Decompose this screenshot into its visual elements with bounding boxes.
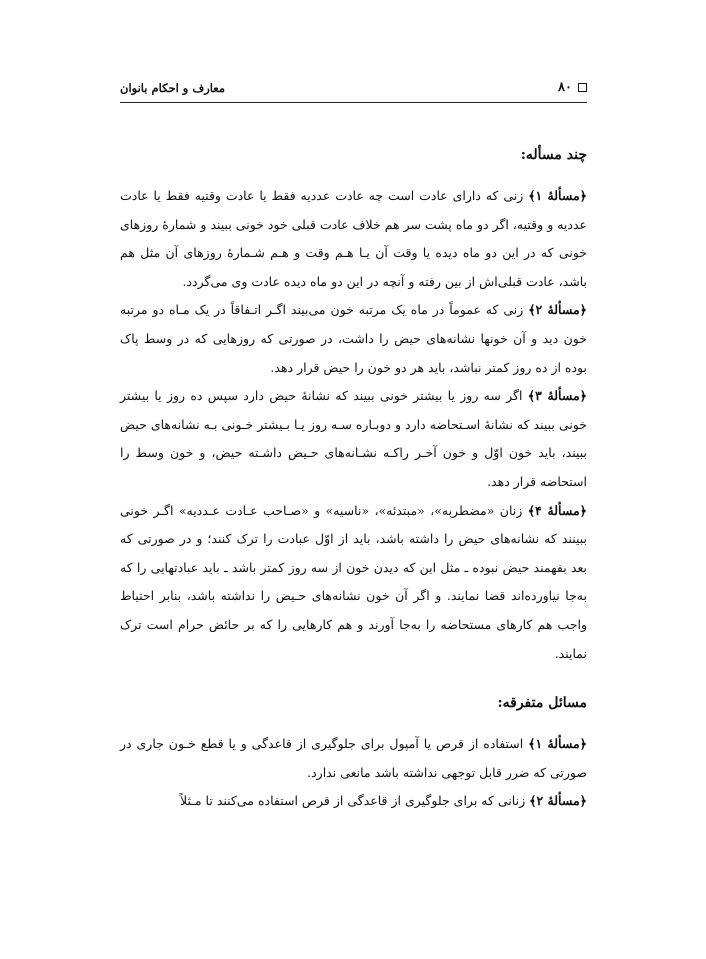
- issue-label: ﴿مسألهٔ ۴﴾: [527, 502, 587, 518]
- issue-text: اگر سه روز یا بیشتر خونی ببیند که نشانهٔ حیض دارد سپس ده روز یا بیشتر خونی ببیند که نشانهٔ اسـتحاضه دارد و دوبـاره سـه روز یـا بـیشتر خـونی بـه نشانه‌های حیض ببیند، باید خون اوّل و خون آخـر راکـه نشـانه‌های حـیض داشـته حیض، و خون وسط را استحاضه قرار دهد.: [120, 388, 587, 489]
- square-icon: [578, 83, 587, 92]
- issue-paragraph-1: [120, 182, 587, 296]
- issue-text: زنی که عموماً در ماه یک مرتبه خون می‌بیند اگـر اتـفاقاً در یک مـاه دو مرتبه خون دید و آن خونها نشانه‌های حیض را داشت، در صورتی که روزهایی که در وسط پاک بوده از ده روز کمتر نباشد، باید هر دو خون را حیض قرار دهد.: [120, 302, 587, 375]
- issue-text: زنان «مضطربه»، «مبتدئه»، «ناسیه» و «صـاحب عـادت عـددیه» اگـر خونی ببینند که نشانه‌های حیض را داشته باشد، باید از اوّل عبادت را ترک کنند؛ و در صورتی که بعد بفهمند حیض نبوده ـ مثل این که دیدن خون از سه روز کمتر باشد ـ باید عبادتهایی را که به‌جا نیاورده‌اند قضا نمایند. و اگر آن خون نشانه‌های حـیض را نداشته باشد، بنابر احتیاط واجب هم کارهای مستحاضه را به‌جا آورند و هم کارهایی را که بر حائض حرام است ترک نمایند.: [120, 502, 587, 661]
- issue-paragraph-4: [120, 497, 587, 669]
- issue-text: زنی که دارای عادت است چه عادت عددیه فقط یا عادت وقتیه فقط یا عادت عددیه و وقتیه، اگر دو ماه پشت سر هم خلاف عادت قبلی خود خونی ببیند و شمارهٔ روزهای خونی که در این دو ماه دیده یا وقت آن یـا هـم وقت و هـم شـمارهٔ روزهای آن مثل هم باشد، عادت قبلی‌اش از بین رفته و آنچه در این دو ماه دیده عادت وی می‌گردد.: [120, 188, 587, 289]
- misc-paragraph-2: [120, 787, 587, 816]
- issue-paragraph-2: [120, 296, 587, 382]
- issue-label: ﴿مسألهٔ ۱﴾: [528, 736, 588, 752]
- issue-label: ﴿مسألهٔ ۲﴾: [528, 302, 588, 318]
- issue-label: ﴿مسألهٔ ۲﴾: [529, 793, 587, 809]
- page-number: ۸۰: [558, 80, 572, 95]
- issue-label: ﴿مسألهٔ ۱﴾: [528, 188, 587, 203]
- issue-label: ﴿مسألهٔ ۳﴾: [527, 388, 588, 404]
- issue-text: زنانی که برای جلوگیری از قاعدگی از قرص استفاده می‌کنند تا مـثلاً: [180, 793, 530, 809]
- misc-paragraph-1: [120, 730, 587, 787]
- header-page-marker: [558, 80, 587, 95]
- issue-paragraph-3: [120, 382, 587, 496]
- issue-text: استفاده از قرص یا آمپول برای جلوگیری از قاعدگی و یا قطع خـون جاری در صورتی که ضرر قابل توجهی نداشته باشد مانعی ندارد.: [120, 736, 587, 780]
- page-content: [120, 142, 587, 816]
- book-title: معارف و احکام بانوان: [120, 81, 226, 95]
- section-title-issues: چند مسأله:: [520, 147, 587, 163]
- section-title-misc: مسائل متفرقه:: [497, 695, 587, 712]
- page-header: [120, 78, 587, 103]
